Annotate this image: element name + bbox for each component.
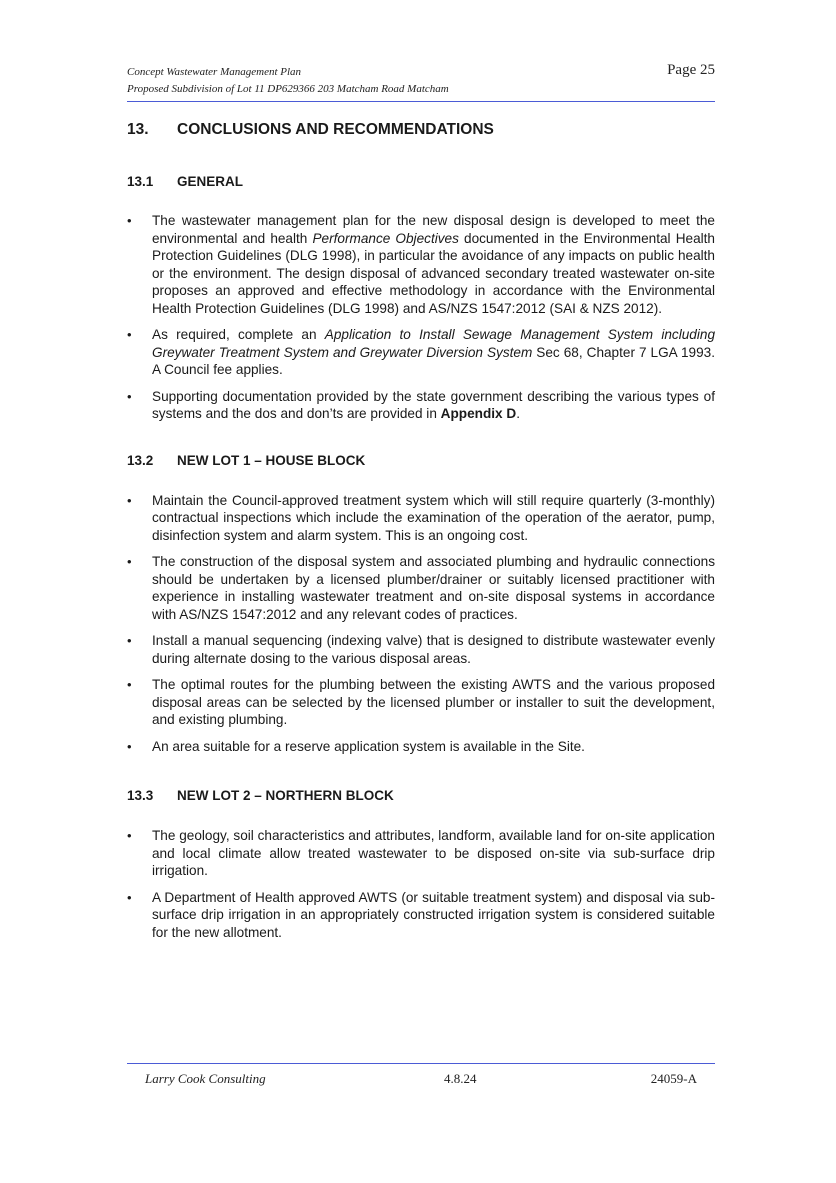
document-body — [127, 118, 715, 950]
subsection-title: GENERAL — [177, 174, 244, 189]
list-item: • Supporting documentation provided by the state government describing the various types of systems and the dos and don’ts are provided in Appendix D. — [127, 388, 715, 421]
page-header — [127, 62, 715, 102]
list-item: • An area suitable for a reserve application system is available in the Site. — [127, 738, 585, 754]
bullet-icon: • — [127, 738, 132, 754]
list-item: • Install a manual sequencing (indexing valve) that is designed to distribute wastewater evenly during alternate dosing to the various disposal areas. — [127, 633, 715, 666]
list-item: • Maintain the Council-approved treatment system which will still require quarterly (3-monthly) contractual inspections which include the examination of the operation of the aerator, pump, disinfection system and alarm system. This is an ongoing cost. — [127, 492, 715, 543]
list-item: • As required, complete an Application to Install Sewage Management System including Greywater Treatment System and Greywater Diversion System Sec 68, Chapter 7 LGA 1993. A Council fee applies. — [127, 327, 716, 377]
subsection-number: 13.3 — [127, 788, 154, 803]
header-divider — [127, 101, 715, 102]
subsection-title: NEW LOT 2 – NORTHERN BLOCK — [177, 788, 394, 803]
header-document-info — [127, 64, 449, 98]
header-document-title: Concept Wastewater Management Plan — [127, 66, 302, 78]
list-item: • The construction of the disposal system and associated plumbing and hydraulic connections should be undertaken by a licensed plumber/drainer or suitably licensed practitioner with experience in installing wastewater treatment and on-site disposal systems in accordance with AS/NZS 1547:2012 and any relevant codes of practices. — [127, 554, 715, 622]
page-number: Page 25 — [667, 62, 715, 78]
appendix-reference: Appendix D — [440, 406, 517, 421]
bullet-icon: • — [127, 388, 132, 404]
header-document-subtitle: Proposed Subdivision of Lot 11 DP629366 203 Matcham Road Matcham — [127, 83, 449, 95]
subsection-heading-general — [127, 173, 715, 191]
lot2-bullet-list — [127, 827, 715, 941]
section-number: 13. — [127, 121, 149, 138]
page-footer — [145, 1071, 697, 1089]
footer-company: Larry Cook Consulting — [145, 1071, 266, 1086]
subsection-heading-lot1 — [127, 452, 715, 470]
bullet-icon: • — [127, 889, 132, 905]
bullet-icon: • — [127, 633, 132, 648]
general-bullet-list — [127, 212, 715, 423]
lot1-bullet-list — [127, 492, 715, 756]
footer-date: 4.8.24 — [444, 1071, 477, 1086]
footer-divider — [127, 1063, 715, 1064]
section-title: CONCLUSIONS AND RECOMMENDATIONS — [177, 121, 494, 138]
list-item: • A Department of Health approved AWTS (or suitable treatment system) and disposal via sub-surface drip irrigation in an appropriately constructed irrigation system is considered suitable for the new allotment. — [127, 889, 715, 940]
subsection-number: 13.2 — [127, 452, 154, 468]
subsection-number: 13.1 — [127, 174, 154, 189]
subsection-title: NEW LOT 1 – HOUSE BLOCK — [177, 452, 366, 468]
bullet-icon: • — [127, 492, 132, 508]
list-item: • The wastewater management plan for the new disposal design is developed to meet the environmental and health Performance Objectives documented in the Environmental Health Protection Guidelines (DLG 1998), in particular the avoidance of any impacts on public health or the environment. The design disposal of advanced secondary treated wastewater on-site proposes an approved and effective methodology in accordance with the Environmental Health Protection Guidelines (DLG 1998) and AS/NZS 1547:2012 (SAI & NZS 2012). — [127, 213, 715, 316]
bullet-icon: • — [127, 327, 132, 342]
bullet-icon: • — [127, 828, 132, 843]
bullet-icon: • — [127, 213, 132, 228]
list-item: • The geology, soil characteristics and attributes, landform, available land for on-site application and local climate allow treated wastewater to be disposed on-site via sub-surface drip irrigation. — [127, 828, 715, 878]
footer-reference: 24059-A — [650, 1071, 697, 1086]
subsection-heading-lot2 — [127, 787, 715, 805]
bullet-icon: • — [127, 554, 132, 569]
section-heading — [127, 118, 715, 146]
list-item: • The optimal routes for the plumbing between the existing AWTS and the various proposed disposal areas can be selected by the licensed plumber or installer to suit the development, and existing plumbing. — [127, 677, 715, 727]
bullet-icon: • — [127, 677, 132, 692]
